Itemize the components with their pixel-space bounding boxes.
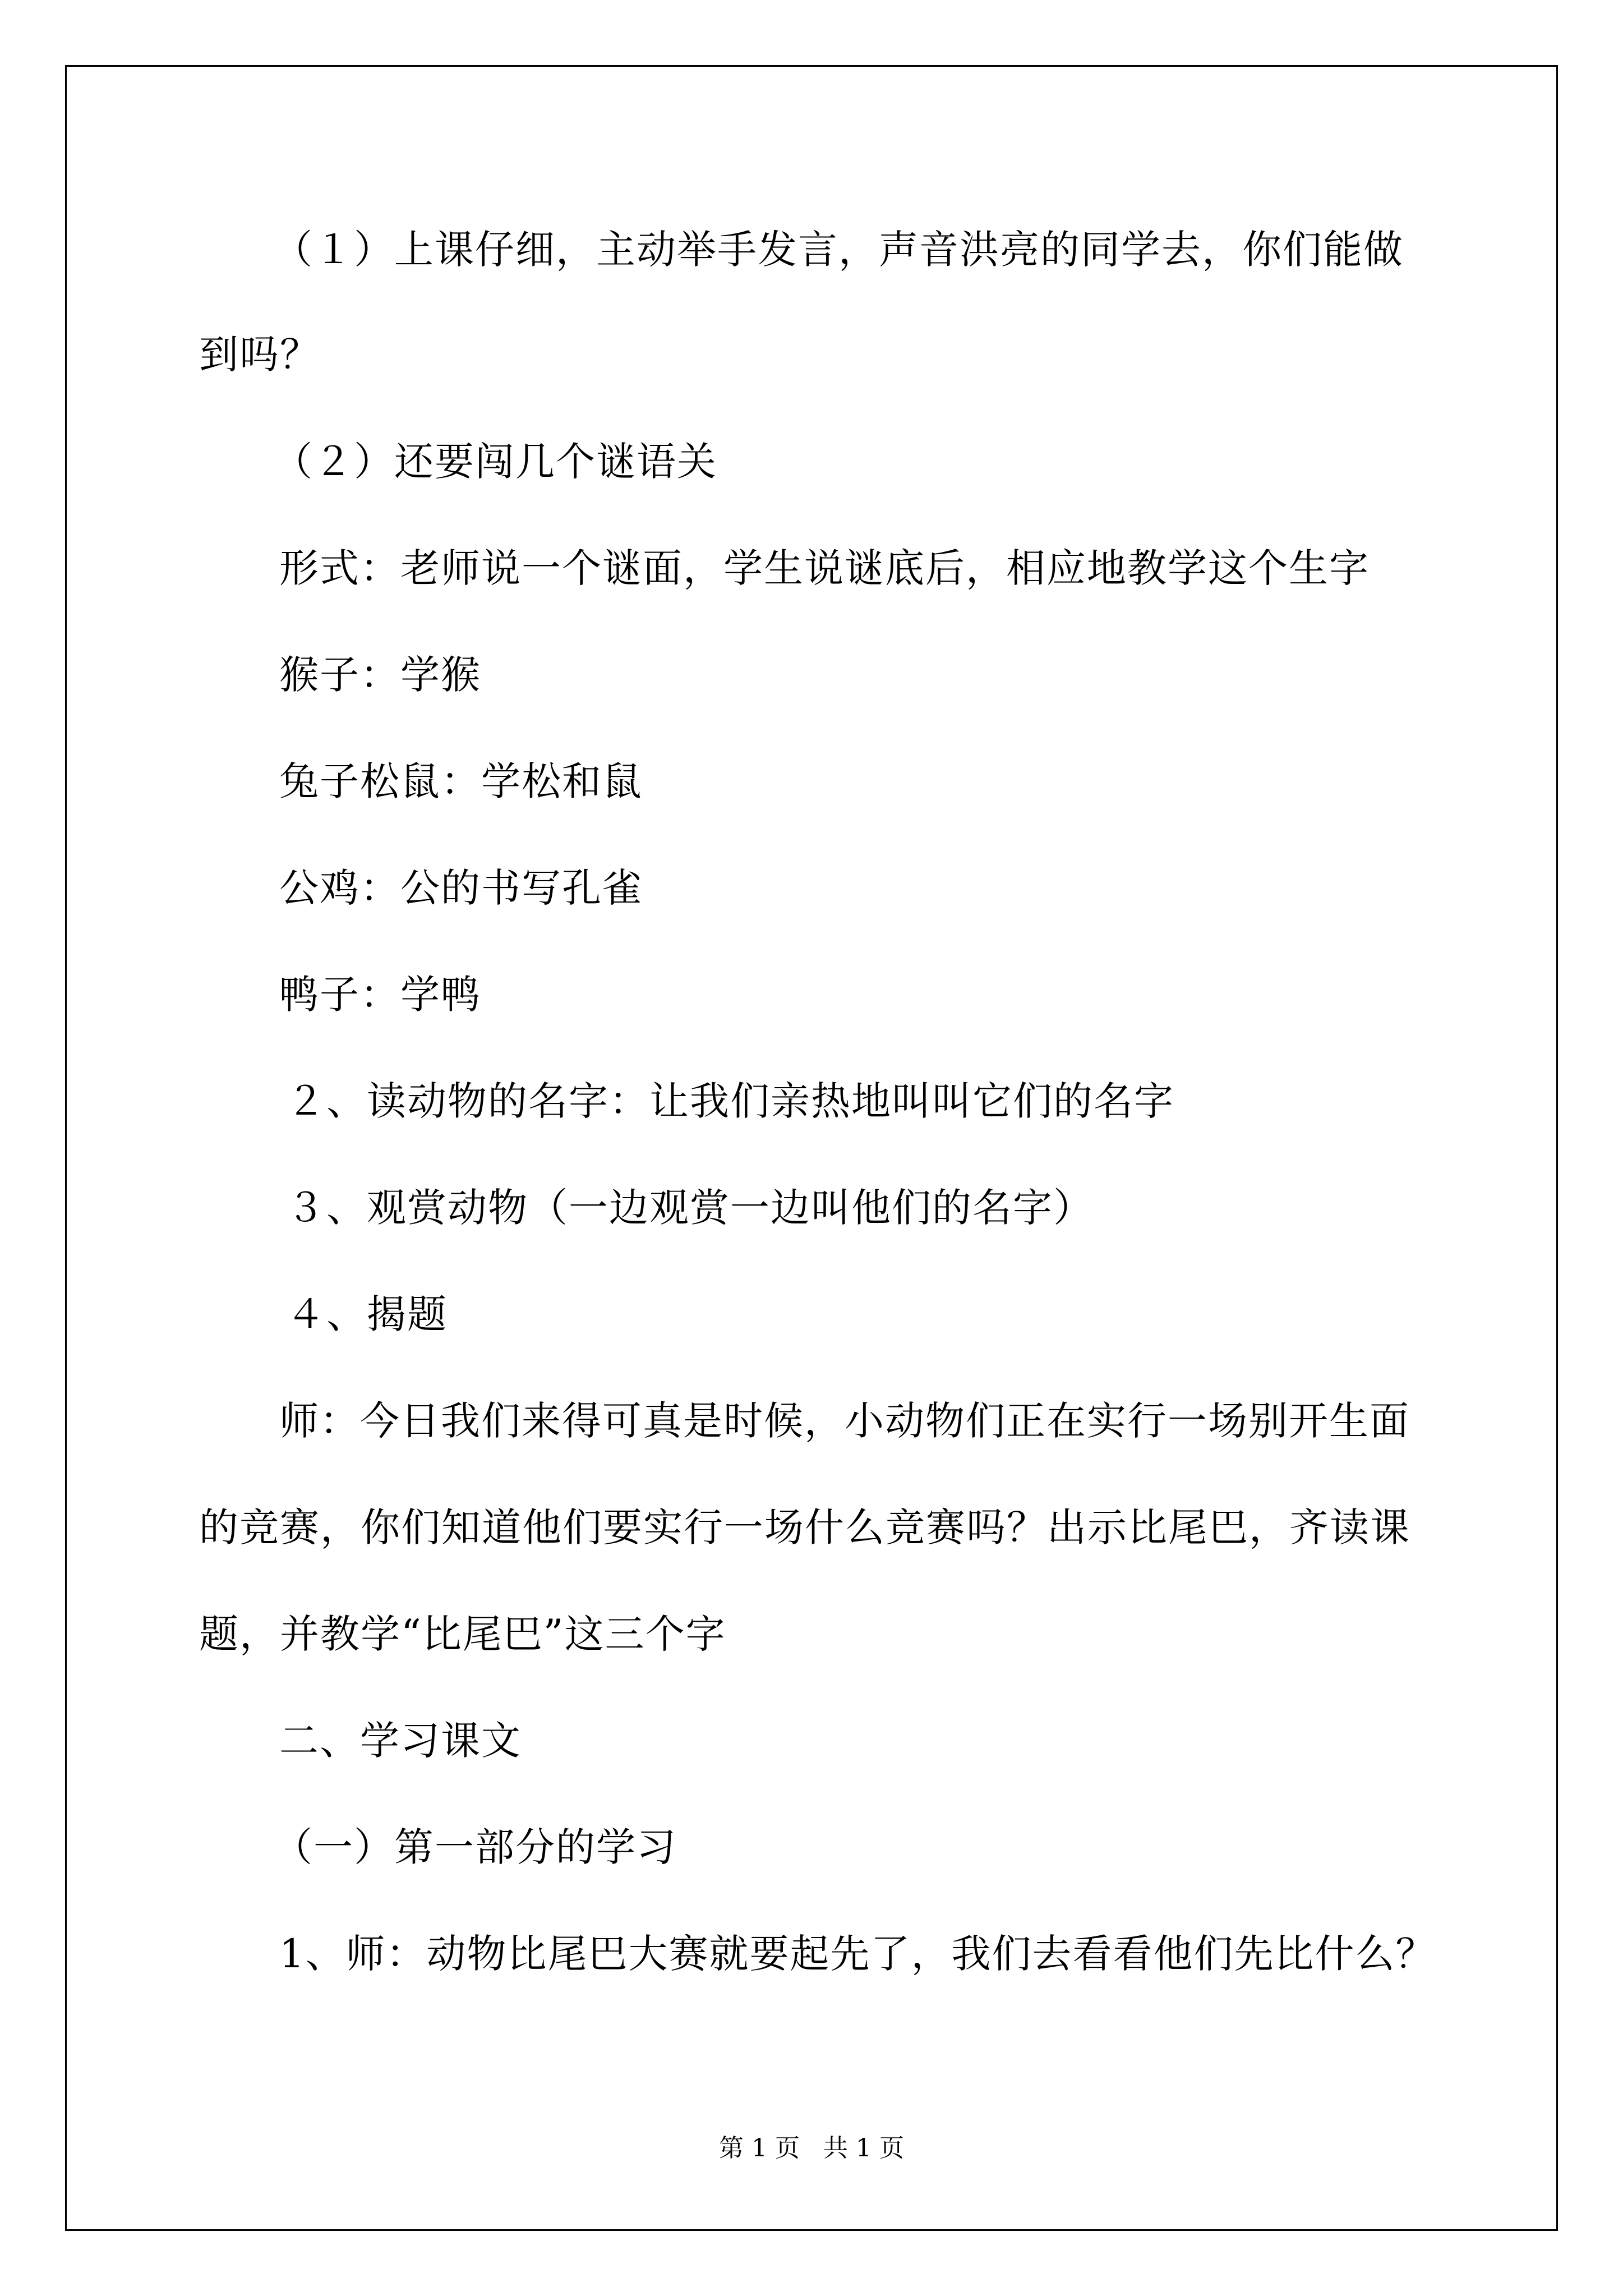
text-line-11: ４、揭题 [286,1291,448,1337]
text-line-3: （２）还要闯几个谜语关 [273,439,717,485]
text-line-9: ２、读动物的名字：让我们亲热地叫叫它们的名字 [286,1078,1174,1124]
text-line-5: 猴子：学猴 [279,652,481,698]
text-line-14: 题，并教学“比尾巴”这三个字 [199,1611,726,1657]
text-line-12: 师：今日我们来得可真是时候，小动物们正在实行一场别开生面 [279,1398,1410,1444]
text-line-4: 形式：老师说一个谜面，学生说谜底后，相应地教学这个生字 [279,545,1370,591]
page-number-footer: 第 1 页 共 1 页 [719,2134,904,2162]
text-line-17: 1、师：动物比尾巴大赛就要起先了，我们去看看他们先比什么？ [279,1931,1436,1977]
text-line-8: 鸭子：学鸭 [279,972,481,1018]
page-border [65,65,1558,2231]
text-line-1: （１）上课仔细，主动举手发言，声音洪亮的同学去，你们能做 [273,227,1404,273]
text-line-15: 二、学习课文 [279,1718,522,1764]
text-line-13: 的竞赛，你们知道他们要实行一场什么竞赛吗？出示比尾巴，齐读课 [199,1504,1410,1550]
text-line-10: ３、观赏动物（一边观赏一边叫他们的名字） [286,1185,1094,1231]
text-line-6: 兔子松鼠：学松和鼠 [279,758,643,804]
text-line-16: （一）第一部分的学习 [273,1824,677,1870]
text-line-7: 公鸡：公的书写孔雀 [279,865,643,911]
text-line-2: 到吗？ [199,332,320,378]
